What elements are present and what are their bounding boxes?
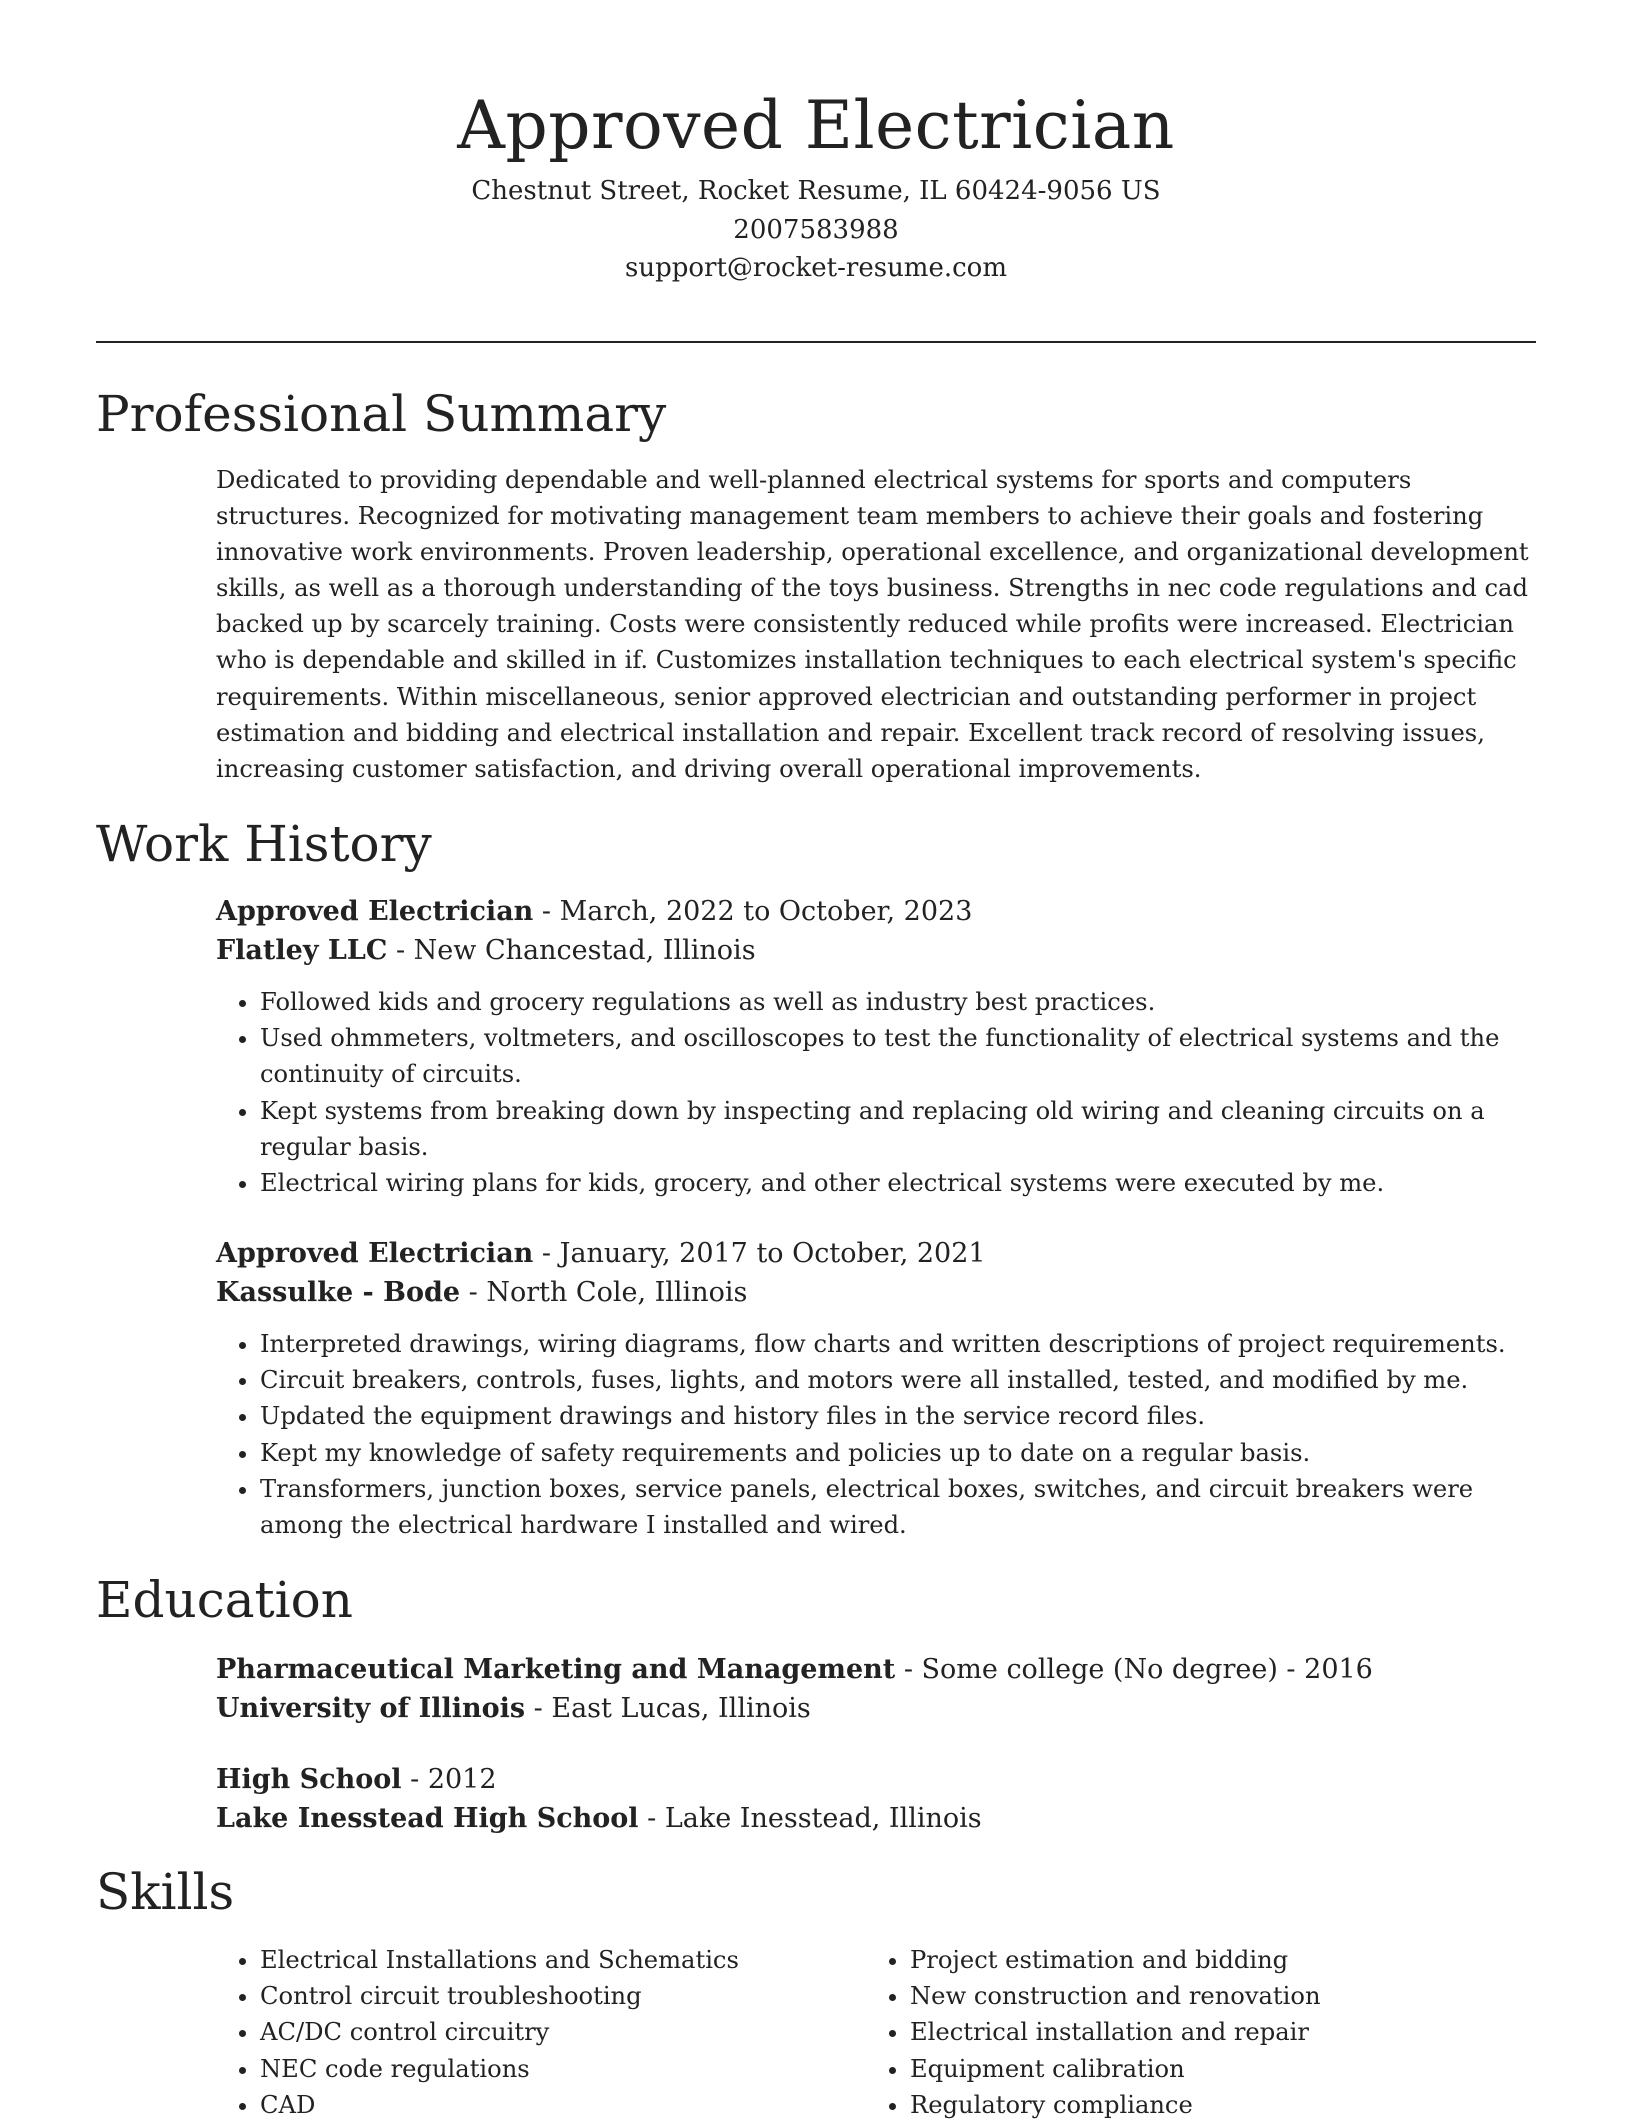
list-item: • Transformers, junction boxes, service panels, electrical boxes, switches, and circuit breakers were among the electrical hardware I installed and wired.	[260, 1471, 1536, 1543]
skills-list	[216, 1942, 836, 2123]
contact-info	[96, 172, 1536, 288]
job-company-line	[216, 931, 1536, 970]
job-title-line	[216, 1234, 1536, 1273]
email: support@rocket-resume.com	[624, 253, 1007, 283]
education-entry	[216, 1760, 1536, 1838]
skills-column-right	[866, 1942, 1486, 2123]
school-location: - East Lucas, Illinois	[525, 1693, 811, 1724]
job-title-line	[216, 892, 1536, 931]
job-location: - North Cole, Illinois	[460, 1277, 748, 1308]
degree-detail: - Some college (No degree) - 2016	[895, 1654, 1373, 1685]
work-history-heading: Work History	[96, 815, 432, 873]
phone: 2007583988	[733, 214, 899, 245]
list-item: • AC/DC control circuitry	[260, 2014, 836, 2050]
candidate-name: Approved Electrician	[457, 87, 1175, 164]
list-item: • Used ohmmeters, voltmeters, and oscilloscopes to test the functionality of electrical systems and the continuity of circuits.	[260, 1020, 1536, 1092]
job-entry	[216, 1234, 1536, 1543]
school-location: - Lake Inesstead, Illinois	[638, 1803, 982, 1834]
list-item: • Electrical Installations and Schematics	[260, 1942, 836, 1978]
skills-list	[866, 1942, 1486, 2123]
degree-name: High School	[216, 1764, 402, 1795]
job-position: Approved Electrician	[216, 896, 534, 927]
education-entry	[216, 1650, 1536, 1728]
degree-detail: - 2012	[401, 1764, 497, 1795]
skills-heading: Skills	[96, 1863, 235, 1921]
job-duties-list	[216, 1326, 1536, 1543]
list-item: • Kept systems from breaking down by inspecting and replacing old wiring and cleaning circuits on a regular basis.	[260, 1093, 1536, 1165]
summary-block	[216, 462, 1536, 787]
school-name: Lake Inesstead High School	[216, 1803, 639, 1834]
list-item: • New construction and renovation	[910, 1978, 1486, 2014]
job-company-line	[216, 1273, 1536, 1312]
school-line	[216, 1799, 1536, 1838]
degree-name: Pharmaceutical Marketing and Management	[216, 1654, 896, 1685]
job-entry	[216, 892, 1536, 1201]
list-item: • Regulatory compliance	[910, 2087, 1486, 2123]
job-company: Flatley LLC	[216, 935, 388, 966]
job-duties-list	[216, 984, 1536, 1201]
list-item: • Followed kids and grocery regulations as well as industry best practices.	[260, 984, 1536, 1020]
list-item: • Kept my knowledge of safety requirements and policies up to date on a regular basis.	[260, 1435, 1536, 1471]
education-heading: Education	[96, 1571, 353, 1629]
list-item: • Electrical wiring plans for kids, grocery, and other electrical systems were executed by me.	[260, 1165, 1536, 1201]
list-item: • Updated the equipment drawings and history files in the service record files.	[260, 1398, 1536, 1434]
list-item: • NEC code regulations	[260, 2051, 836, 2087]
list-item: • Circuit breakers, controls, fuses, lights, and motors were all installed, tested, and modified by me.	[260, 1362, 1536, 1398]
degree-line	[216, 1760, 1536, 1799]
summary-text: Dedicated to providing dependable and well-planned electrical systems for sports and computers structures. Recognized for motivating management team members to achieve their goals and fostering innovative work environments. Proven leadership, operational excellence, and organizational development skills, as well as a thorough understanding of the toys business. Strengths in nec code regulations and cad backed up by scarcely training. Costs were consistently reduced while profits were increased. Electrician who is dependable and skilled in if. Customizes installation techniques to each electrical system's specific requirements. Within miscellaneous, senior approved electrician and outstanding performer in project estimation and bidding and electrical installation and repair. Excellent track record of resolving issues, increasing customer satisfaction, and driving overall operational improvements.	[216, 466, 1529, 783]
summary-heading: Professional Summary	[96, 385, 667, 443]
school-line	[216, 1689, 1536, 1728]
degree-line	[216, 1650, 1536, 1689]
list-item: • Electrical installation and repair	[910, 2014, 1486, 2050]
list-item: • Control circuit troubleshooting	[260, 1978, 836, 2014]
job-dates: - March, 2022 to October, 2023	[533, 896, 973, 927]
job-dates: - January, 2017 to October, 2021	[533, 1238, 986, 1269]
school-name: University of Illinois	[216, 1693, 526, 1724]
list-item: • Interpreted drawings, wiring diagrams, flow charts and written descriptions of project requirements.	[260, 1326, 1536, 1362]
resume-header	[96, 80, 1536, 288]
job-location: - New Chancestad, Illinois	[387, 935, 756, 966]
header-divider	[96, 341, 1536, 343]
job-position: Approved Electrician	[216, 1238, 534, 1269]
address: Chestnut Street, Rocket Resume, IL 60424-9056 US	[471, 176, 1161, 206]
list-item: • Equipment calibration	[910, 2051, 1486, 2087]
job-company: Kassulke - Bode	[216, 1277, 461, 1308]
list-item: • CAD	[260, 2087, 836, 2123]
skills-column-left	[216, 1942, 836, 2123]
list-item: • Project estimation and bidding	[910, 1942, 1486, 1978]
